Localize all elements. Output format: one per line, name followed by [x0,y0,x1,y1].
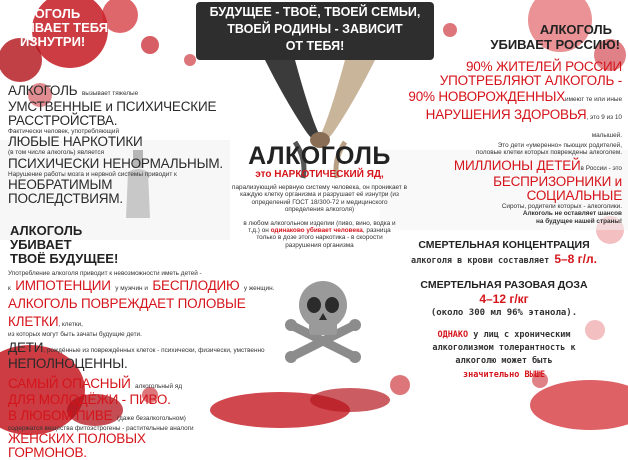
center-p1: парализующий нервную систему человека, он проникает в каждую клетку организма и разрушает её изнутри (из определений ГОСТ 18/300-72 и медицинского определения алкоголя) [232,184,407,214]
left2-s3: АЛКОГОЛЬ ПОВРЕЖДАЕТ ПОЛОВЫЕ КЛЕТКИ [8,296,246,330]
right1-r1: 90% ЖИТЕЛЕЙ РОССИИ [465,59,622,74]
left2-s9: В ЛЮБОМ ПИВЕ [8,407,113,423]
right1-r3-post: имеют те или иные [565,96,622,103]
left2-s3-post: , клетки, [58,321,83,329]
center-p2 [232,220,407,250]
right1-body [400,60,622,225]
left1-head2: УБИВАЕТ ТЕБЯ [8,20,109,35]
left2-s12: ГОРМОНОВ. [8,445,87,460]
right1-r2: УПОТРЕБЛЯЮТ АЛКОГОЛЬ - [439,73,622,88]
left1-heading [8,7,108,49]
center-p2-pre: в любом алкогольном изделии (пиво, вино, водка и т.д.) он [243,219,396,235]
left2-body [8,270,293,460]
right1-head2: УБИВАЕТ РОССИЮ! [490,37,620,52]
left2-s4: из которых могут быть зачаты будущие дети. [8,331,142,339]
right2-e1-red: ОДНАКО [437,330,469,340]
right1-r8: БЕСПРИЗОРНИКИ и [493,173,622,189]
left1-b8: Нарушение работы мозга и нервной системы приводит к [8,170,177,178]
left1-b2: УМСТВЕННЫЕ и ПСИХИЧЕСКИЕ [8,99,217,114]
right2-c2-val: 5–8 г/л. [554,252,597,266]
left1-head1: АЛКОГОЛЬ [8,6,81,21]
left1-b10: ПОСЛЕДСТВИЯМ. [8,191,123,207]
right2-c1: СМЕРТЕЛЬНАЯ КОНЦЕНТРАЦИЯ [418,239,590,251]
right1-r10: Сироты, родители которых - алкоголики. [501,202,622,210]
left1-b1: АЛКОГОЛЬ [8,83,78,98]
right1-r4-post: , это 9 из 10 малышей. [586,114,622,139]
left1-body [8,82,223,206]
skull-crossbones-icon [283,275,363,365]
left2-s11: ЖЕНСКИХ ПОЛОВЫХ [8,431,146,447]
left2-s2-pre: к [8,285,11,293]
right1-r9: СОЦИАЛЬНЫЕ [526,187,622,203]
right1-r7-post: в России - это [580,164,622,172]
left2-head3: ТВОЁ БУДУЩЕЕ! [10,251,119,266]
right1-r3: 90% НОВОРОЖДЕННЫХ [408,89,566,104]
left2-s5-post: , рождённые из повреждённых клеток - психически, физически, умственно [43,346,265,354]
left2-head1: АЛКОГОЛЬ [10,223,83,238]
left1-b1-small: вызывает тяжелые [81,90,139,97]
left2-s1: Употребление алкоголя приводит к невозможности иметь детей - [8,270,202,277]
right2-e4-red: ВЫШЕ [524,370,545,380]
right2-d1: СМЕРТЕЛЬНАЯ РАЗОВАЯ ДОЗА [420,279,588,291]
right2-c2-pre: алкоголя в крови составляет [411,256,550,266]
left1-b6: (в том числе алкоголь) является [8,149,105,157]
left2-s2-a: ИМПОТЕНЦИИ [15,278,111,294]
left1-b7: ПСИХИЧЕСКИ НЕНОРМАЛЬНЫМ. [8,155,223,171]
right2-e2: алкоголизмом толерантность к [432,343,576,353]
left1-b4: Фактически человек, употребляющий [8,128,120,135]
right1-head1: АЛКОГОЛЬ [539,22,612,37]
left2-s6: НЕПОЛНОЦЕННЫ. [8,355,128,371]
right1-r5: Это дети «умеренно» пьющих родителей, [497,142,622,149]
left2-heading [10,224,118,266]
left1-b5: ЛЮБЫЕ НАРКОТИКИ [8,134,143,150]
center-block [232,143,407,249]
left1-head3: ИЗНУТРИ! [20,34,86,49]
right1-heading [470,22,620,52]
center-p2-post: , разница только в дозе этого наркотика - в скорости разрушения организма [256,227,391,249]
right2-e1-post: у лиц с хроническим [473,330,571,340]
center-title: АЛКОГОЛЬ [248,142,391,170]
right1-r6: половые клетки которых повреждены алкоголем. [475,149,622,157]
right1-r7: МИЛЛИОНЫ ДЕТЕЙ [453,157,581,173]
left2-s10: содержатся вещества фитоэстрогены - растительные аналоги [8,424,194,432]
left2-head2: УБИВАЕТ [10,237,72,252]
left1-b9: НЕОБРАТИМЫМ [8,177,113,193]
top-title-line1: БУДУЩЕЕ - ТВОЁ, ТВОЕЙ СЕМЬИ, [209,5,421,19]
left2-s2-mid: у мужчин и [115,285,148,293]
right2-e4-pre: значительно [463,370,520,380]
right2-c2 [395,252,613,268]
top-title-line3: ОТ ТЕБЯ! [285,39,345,53]
top-title [196,4,434,55]
left2-s8: ДЛЯ МОЛОДЁЖИ - ПИВО. [8,391,171,407]
right1-r4: НАРУШЕНИЯ ЗДОРОВЬЯ [425,107,587,122]
left2-s7: САМЫЙ ОПАСНЫЙ [8,375,131,391]
right2-d3: (около 300 мл 96% этанола). [430,308,578,318]
left2-s5: ДЕТИ [8,339,44,355]
left2-s9-post: (даже безалкогольном) [116,414,186,422]
right2-d2: 4–12 г/кг [479,292,529,306]
left2-s7-post: алкогольный яд [135,382,183,390]
left1-b3: РАССТРОЙСТВА. [8,113,118,128]
right1-r12: на будущее нашей страны! [536,217,622,225]
center-p2-red: одинаково убивает человека [270,227,363,235]
center-subtitle: это НАРКОТИЧЕСКИЙ ЯД, [255,169,384,180]
right1-r11: Алкоголь не оставляет шансов [522,210,622,218]
right2-e4 [395,368,613,382]
right2-body [395,238,613,382]
right2-e3: алкоголю может быть [455,356,553,366]
right2-e1 [395,328,613,342]
left2-s2-b: БЕСПЛОДИЮ [152,278,240,294]
top-title-line2: ТВОЕЙ РОДИНЫ - ЗАВИСИТ [227,22,403,36]
left2-s2-post: у женщин. [243,285,275,293]
